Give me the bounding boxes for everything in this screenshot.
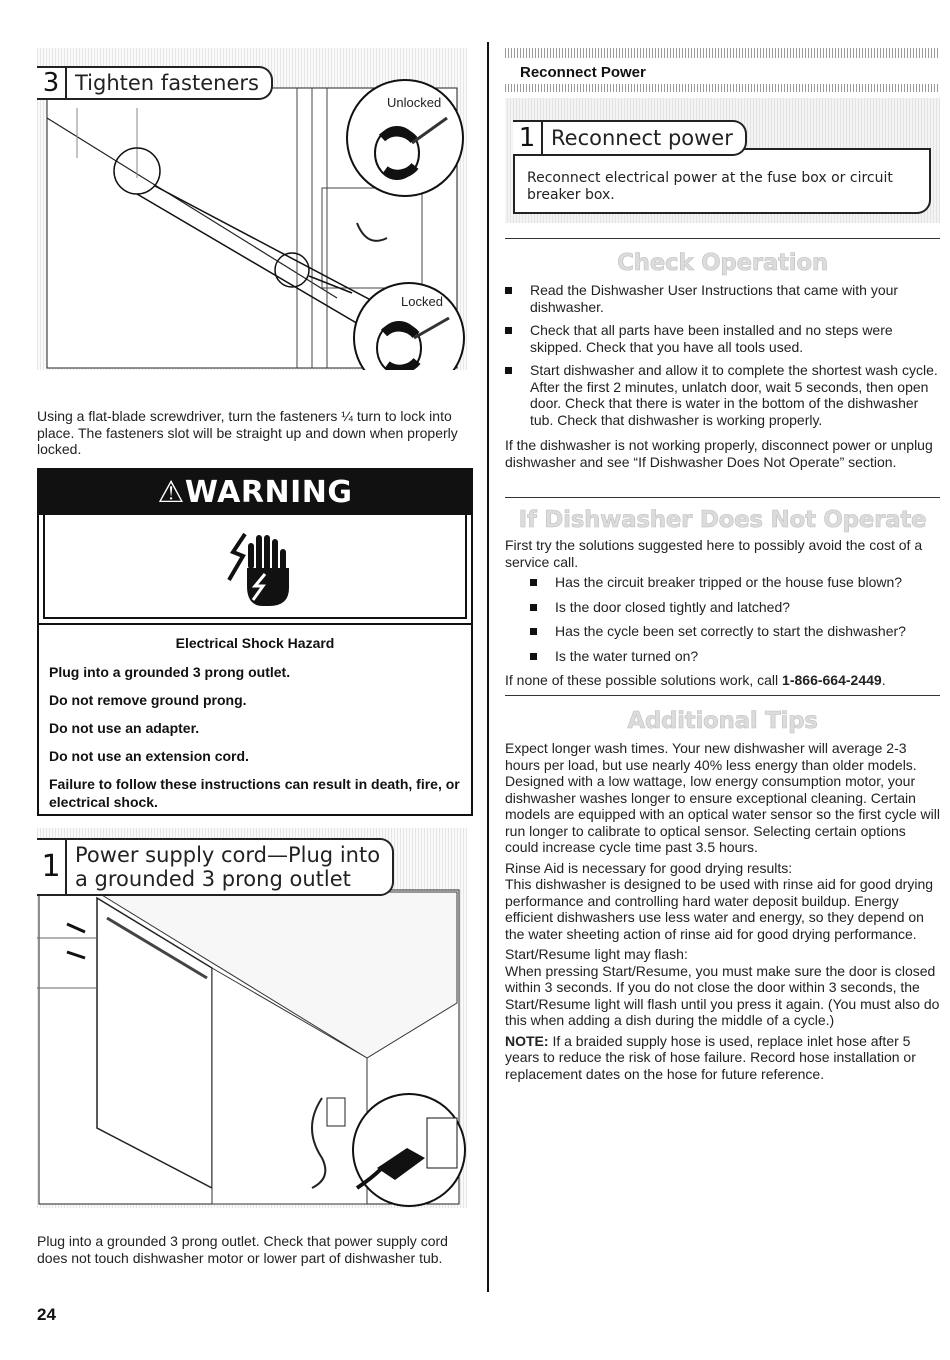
- step-number: 3: [37, 68, 67, 98]
- list-item: Has the circuit breaker tripped or the house fuse blown?: [530, 574, 940, 591]
- heading-rule: [505, 84, 940, 92]
- top-rule: [505, 48, 940, 58]
- call-text: [505, 672, 940, 689]
- warning-header: ⚠WARNING: [39, 470, 471, 515]
- tips-subtitle: Start/Resume light may flash:: [505, 946, 688, 962]
- step-title-line1: Power supply cord—Plug into: [75, 843, 381, 867]
- tips-heading: Additional Tips: [627, 708, 818, 734]
- unlocked-label: Unlocked: [387, 95, 442, 110]
- electrical-shock-icon: [215, 524, 295, 608]
- tips-note: [505, 1033, 940, 1083]
- not-operate-list: [530, 574, 940, 671]
- phone-number: 1-866-664-2449: [782, 672, 882, 688]
- list-item: Has the cycle been set correctly to start the dishwasher?: [530, 623, 940, 640]
- warning-box: [37, 468, 473, 816]
- list-item: Start dishwasher and allow it to complete the shortest wash cycle. After the first 2 minutes, unlatch door, wait 5 seconds, then open door. Check that there is water in the bottom of the dishwasher tub. Check that dishwasher is working properly.: [505, 362, 940, 428]
- step3-caption: Using a flat-blade screwdriver, turn the fasteners ¼ turn to lock into place. The fasteners slot will be straight up and down when properly locked.: [37, 408, 458, 457]
- list-item: Is the door closed tightly and latched?: [530, 599, 940, 616]
- locked-label: Locked: [401, 294, 443, 309]
- reconnect-step: [505, 98, 940, 223]
- section-rule: [505, 695, 940, 696]
- reconnect-step-heading: [513, 120, 747, 156]
- page-number: 24: [37, 1305, 56, 1324]
- step1-caption: Plug into a grounded 3 prong outlet. Check that power supply cord does not touch dishwasher motor or lower part of dishwasher tub.: [37, 1233, 448, 1266]
- step-title-line2: a grounded 3 prong outlet: [75, 867, 351, 891]
- step3-heading: [37, 66, 273, 100]
- hazard-line: Failure to follow these instructions can result in death, fire, or electrical shock.: [49, 776, 460, 810]
- not-operate-heading: If Dishwasher Does Not Operate: [518, 507, 927, 533]
- section-rule: [505, 497, 940, 498]
- tips-paragraph: When pressing Start/Resume, you must make sure the door is closed within 3 seconds. If you do not close the door within 3 seconds, the Start/Resume light will flash until you press it again. (You must also do this when adding a dish during the middle of a cycle.): [505, 962, 940, 1028]
- reconnect-text: Reconnect electrical power at the fuse box or circuit breaker box.: [527, 170, 893, 203]
- warning-icon-area: [43, 515, 467, 619]
- hazard-line: Plug into a grounded 3 prong outlet.: [49, 664, 291, 680]
- step-title: Tighten fasteners: [75, 71, 259, 95]
- step-number: 1: [513, 122, 543, 154]
- tips-paragraph: Expect longer wash times. Your new dishwasher will average 2-3 hours per load, but use nearly 40% less energy than older models. Designed with a low wattage, low energy consumption motor, your dishwasher washes longer to ensure exceptional cleaning. Certain models are equipped with an optical water sensor so the first cycle will run longer to calibrate to optical sensor. Selecting certain options could increase cycle time past 3.5 hours.: [505, 740, 940, 855]
- not-operate-intro: First try the solutions suggested here to possibly avoid the cost of a service call.: [505, 537, 923, 570]
- check-operation-note: If the dishwasher is not working properly, disconnect power or unplug dishwasher and see “If Dishwasher Does Not Operate” section.: [505, 437, 933, 470]
- column-divider: [487, 42, 489, 1292]
- hazard-line: Do not use an extension cord.: [49, 748, 249, 764]
- warning-body: [39, 623, 471, 811]
- list-item: Read the Dishwasher User Instructions that came with your dishwasher.: [505, 282, 940, 315]
- section-rule: [505, 238, 940, 239]
- step-title: [67, 843, 380, 891]
- hazard-line: Do not use an adapter.: [49, 720, 200, 736]
- hazard-title: Electrical Shock Hazard: [175, 635, 335, 651]
- check-operation-list: [505, 282, 940, 435]
- note-text: If a braided supply hose is used, replace inlet hose after 5 years to reduce the risk of hose failure. Record hose installation or replacement dates on the hose for future reference.: [505, 1032, 916, 1082]
- tips-paragraph: This dishwasher is designed to be used with rinse aid for good drying performance and controlling hard water deposit buildup. Energy efficient dishwashers use less water and energy, so they depend on the water sheeting action of rinse aid for good drying performance.: [505, 876, 934, 942]
- tips-body: [505, 740, 940, 1082]
- hazard-line: Do not remove ground prong.: [49, 692, 247, 708]
- list-item: Is the water turned on?: [530, 648, 940, 665]
- step-number: 1: [37, 840, 67, 894]
- step1-figure: [37, 828, 467, 1208]
- step3-figure: [37, 48, 467, 370]
- list-item: Check that all parts have been installed and no steps were skipped. Check that you have all tools used.: [505, 322, 940, 355]
- step-title: Reconnect power: [551, 126, 733, 150]
- tips-subtitle: Rinse Aid is necessary for good drying results:: [505, 859, 793, 876]
- call-end: .: [881, 672, 886, 688]
- call-prefix: If none of these possible solutions work, call: [505, 672, 783, 688]
- reconnect-heading: Reconnect Power: [520, 64, 646, 81]
- note-label: NOTE:: [505, 1032, 549, 1049]
- check-operation-heading: Check Operation: [617, 250, 828, 276]
- step1-heading: [37, 838, 394, 896]
